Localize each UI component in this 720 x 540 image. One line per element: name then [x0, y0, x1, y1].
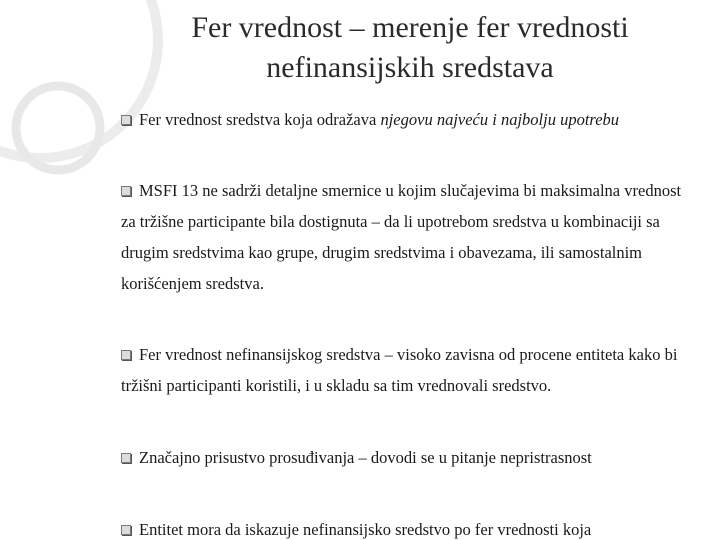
- slide-title: [150, 8, 670, 88]
- title-line-1: Fer vrednost – merenje fer vrednosti: [191, 11, 629, 44]
- checkbox-bullet-icon: [121, 115, 131, 125]
- bullet-4-text: Značajno prisustvo prosuđivanja – dovodi se u pitanje nepristrasnost: [139, 448, 592, 467]
- bullet-2-text: MSFI 13 ne sadrži detaljne smernice u kojim slučajevima bi maksimalna vrednost za tržišne participante bila dostignuta – da li upotrebom sredstva u kombinaciji sa drugim sredstvima kao grupe, drugim sredstvima i obavezama, ili samostalnim korišćenjem sredstva.: [121, 181, 682, 293]
- checkbox-bullet-icon: [121, 453, 131, 463]
- bullet-5-text: Entitet mora da iskazuje nefinansijsko sredstvo po fer vrednosti koja: [139, 520, 592, 539]
- bullet-1-emphasis: njegovu najveću i najbolju upotrebu: [380, 110, 620, 129]
- title-line-2: nefinansijskih sredstava: [266, 51, 554, 84]
- bullet-3-text: Fer vrednost nefinansijskog sredstva – visoko zavisna od procene entiteta kako bi tržišni participanti koristili, i u skladu sa tim vrednovali sredstvo.: [121, 345, 678, 395]
- checkbox-bullet-icon: [121, 186, 131, 196]
- bullet-item-4: [121, 442, 693, 473]
- bullet-1-text: Fer vrednost sredstva koja odražava: [139, 110, 381, 129]
- bullet-item-1: [121, 104, 693, 135]
- checkbox-bullet-icon: [121, 350, 131, 360]
- bullet-item-2: [121, 175, 693, 299]
- checkbox-bullet-icon: [121, 525, 131, 535]
- bullet-item-3: [121, 339, 693, 401]
- bullet-item-5: [121, 514, 693, 540]
